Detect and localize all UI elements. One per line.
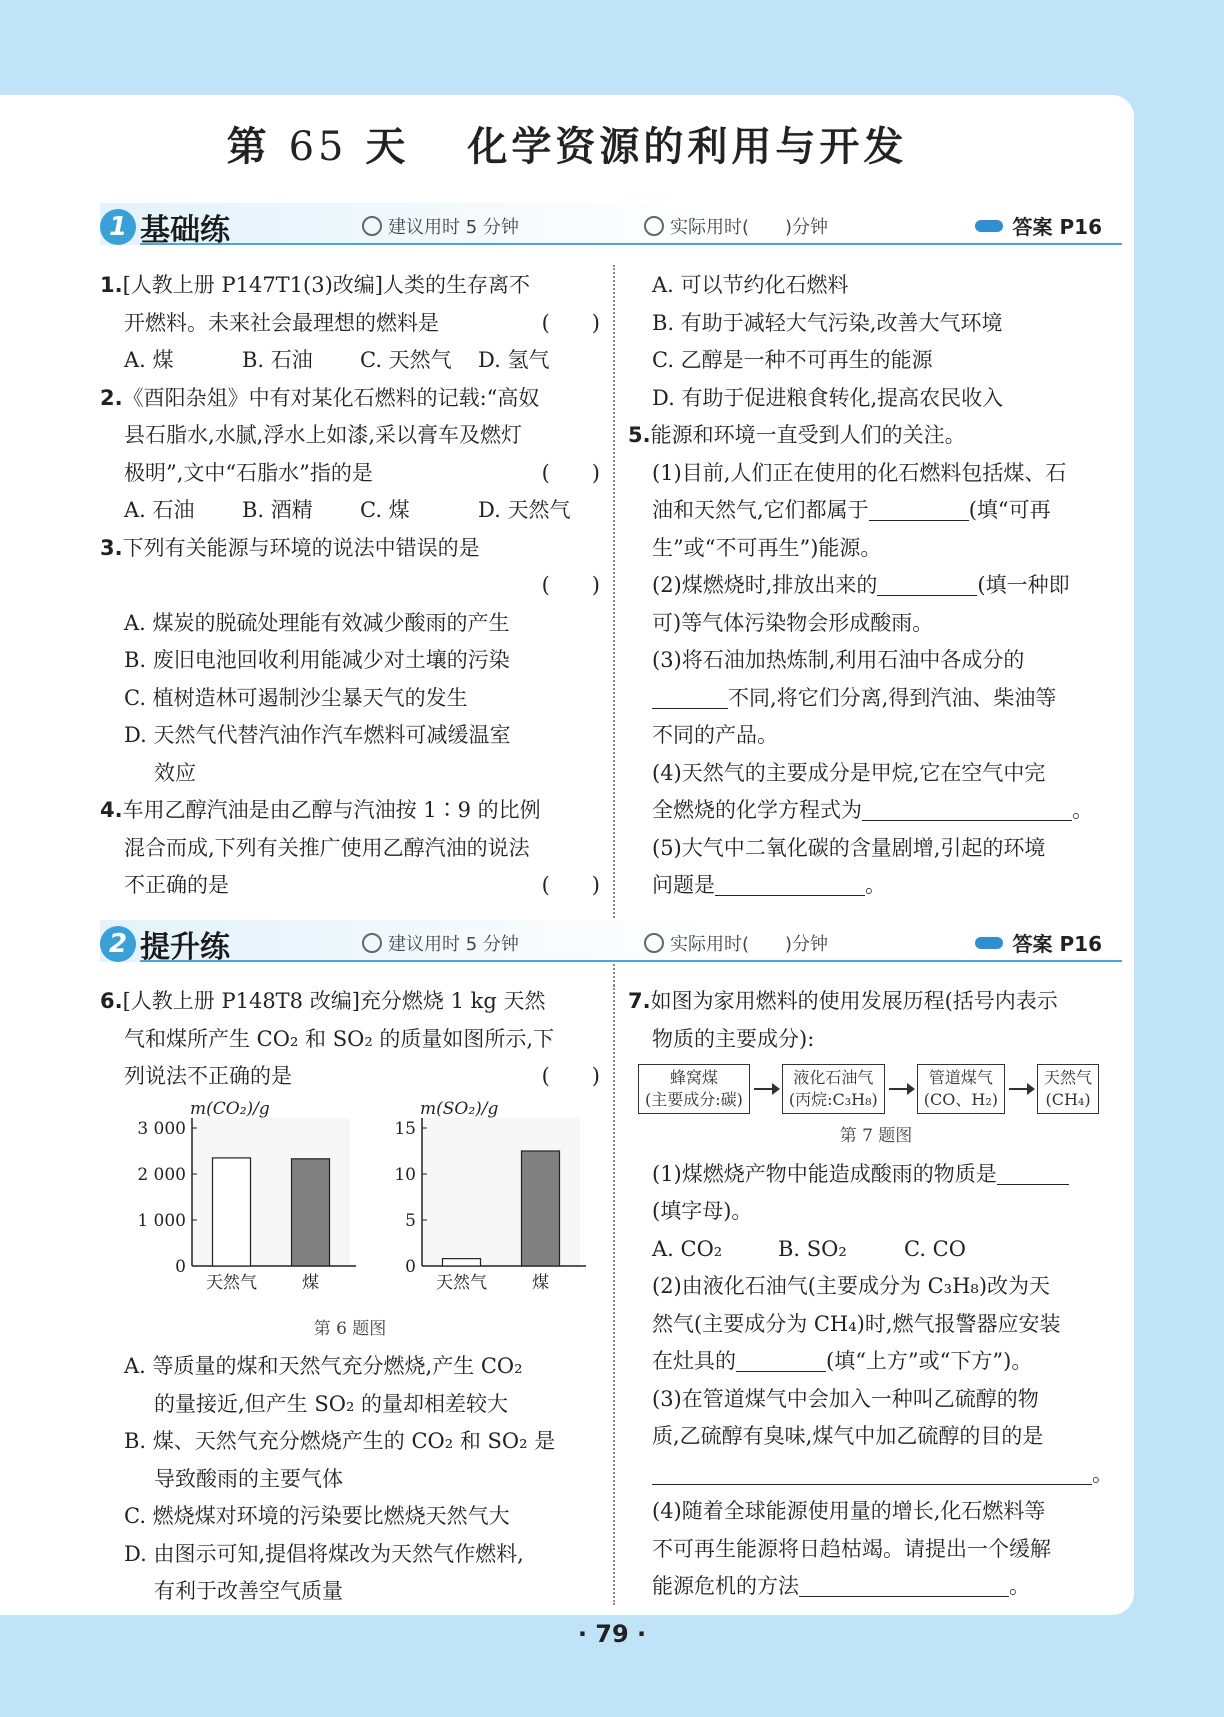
suggested-time-text: 建议用时 5 分钟 xyxy=(388,217,519,238)
y-tick-label: 0 xyxy=(175,1256,186,1277)
co2-bar-chart xyxy=(130,1096,360,1311)
text: (2)煤燃烧时,排放出来的 xyxy=(652,573,878,597)
answer-blank[interactable] xyxy=(799,1572,1009,1597)
left-column-basic xyxy=(100,267,600,905)
question-text-line xyxy=(100,417,600,455)
charts-area xyxy=(100,1096,600,1311)
question-number: 3. xyxy=(100,535,123,560)
answer-ref xyxy=(975,928,1102,957)
section-title-advance xyxy=(100,922,230,966)
bar-coal xyxy=(292,1158,330,1265)
question-3 xyxy=(100,530,600,568)
option-c: C. 乙醇是一种不可再生的能源 xyxy=(652,348,933,372)
subquestion-text: (1)目前,人们正在使用的化石燃料包括煤、石 xyxy=(652,460,1067,485)
arrow-right-icon xyxy=(1009,1088,1033,1090)
actual-time-text: 实际用时( )分钟 xyxy=(670,934,829,955)
subquestion-text xyxy=(628,792,1124,830)
question-text: 县石脂水,水腻,浮水上如漆,采以膏车及燃灯 xyxy=(124,423,523,447)
subquestion-text xyxy=(628,1568,1124,1606)
subquestion-text: (4)随着全球能源使用量的增长,化石燃料等 xyxy=(652,1499,1046,1523)
subquestion-text: 质,乙硫醇有臭味,煤气中加乙硫醇的目的是 xyxy=(652,1424,1044,1448)
question-4 xyxy=(100,792,600,830)
y-tick-label: 5 xyxy=(405,1210,416,1231)
bar-natural-gas xyxy=(213,1157,251,1265)
option-b-continued: 导致酸雨的主要气体 xyxy=(154,1466,343,1491)
actual-time xyxy=(644,930,828,956)
title-topic: 化学资源的利用与开发 xyxy=(467,124,908,170)
section-underline xyxy=(140,243,1122,245)
flow-box-title: 蜂窝煤 xyxy=(669,1068,718,1087)
question-text: 开燃料。未来社会最理想的燃料是 xyxy=(124,310,439,335)
text: 全燃烧的化学方程式为 xyxy=(652,798,862,822)
column-divider xyxy=(613,985,615,1605)
question-6 xyxy=(100,983,600,1021)
option-d: D. 氢气 xyxy=(478,348,550,372)
option-a-continued: 的量接近,但产生 SO₂ 的量却相差较大 xyxy=(154,1391,509,1416)
y-tick-label: 15 xyxy=(394,1118,416,1139)
flow-box-detail: (主要成分:碳) xyxy=(645,1090,743,1109)
answer-blank[interactable] xyxy=(715,871,865,896)
text: (填“可再 xyxy=(968,498,1051,522)
text: 油和天然气,它们都属于 xyxy=(652,498,869,522)
option-b: B. 酒精 xyxy=(242,498,313,522)
figure-caption: 第 7 题图 xyxy=(839,1126,913,1146)
question-text-line xyxy=(100,567,600,605)
y-tick-label: 1 000 xyxy=(137,1210,186,1231)
subquestion-text: (2)由液化石油气(主要成分为 C₃H₈)改为天 xyxy=(652,1274,1051,1298)
y-tick-label: 3 000 xyxy=(137,1118,186,1139)
text: 。 xyxy=(1009,1574,1030,1598)
question-text-line: 气和煤所产生 CO₂ 和 SO₂ 的质量如图所示,下 xyxy=(124,1026,555,1051)
answer-paren: ( ) xyxy=(541,310,600,335)
section-bar-basic xyxy=(100,203,1122,248)
question-text-line xyxy=(100,1058,600,1096)
clock-icon xyxy=(362,933,382,953)
answer-paren: ( ) xyxy=(541,460,600,485)
option-b: B. 煤、天然气充分燃烧产生的 CO₂ 和 SO₂ 是 xyxy=(124,1429,556,1453)
page-title xyxy=(0,115,1134,172)
text: 。 xyxy=(1072,798,1093,822)
flow-box-pipeline-gas xyxy=(917,1064,1005,1114)
subquestion-text xyxy=(628,1343,1124,1381)
subquestion-text xyxy=(628,867,1124,905)
y-axis-label: m(CO₂)/g xyxy=(190,1098,270,1119)
option-b: B. 石油 xyxy=(242,348,313,372)
text: 在灶具的 xyxy=(652,1349,736,1373)
question-number: 7. xyxy=(628,989,651,1013)
options-row xyxy=(100,342,600,380)
page-number: · 79 · xyxy=(577,1620,647,1648)
options-row xyxy=(628,1231,1124,1269)
so2-bar-chart xyxy=(380,1096,590,1311)
clock-icon xyxy=(644,216,664,236)
actual-time-text: 实际用时( )分钟 xyxy=(670,217,829,238)
text: 不同,将它们分离,得到汽油、柴油等 xyxy=(728,685,1057,710)
y-tick-label: 10 xyxy=(394,1164,416,1185)
pointing-hand-icon xyxy=(975,937,1003,949)
subquestion-text: 然气(主要成分为 CH₄)时,燃气报警器应安装 xyxy=(652,1311,1061,1336)
arrow-right-icon xyxy=(889,1088,913,1090)
y-tick-label: 0 xyxy=(405,1256,416,1277)
title-day-number: 65 xyxy=(288,124,348,170)
answer-blank[interactable] xyxy=(869,496,969,521)
question-text: 下列有关能源与环境的说法中错误的是 xyxy=(122,535,480,560)
question-text: [人教上册 P147T1(3)改编]人类的生存离不 xyxy=(122,273,530,297)
x-tick-label: 煤 xyxy=(532,1272,549,1293)
flow-box-detail: (丙烷:C₃H₈) xyxy=(788,1090,878,1109)
question-text: 列说法不正确的是 xyxy=(124,1064,292,1088)
left-column-advance xyxy=(100,983,600,1611)
option-d: D. 有助于促进粮食转化,提高农民收入 xyxy=(652,385,1004,410)
question-number: 5. xyxy=(628,423,651,447)
subquestion-text: 可)等气体污染物会形成酸雨。 xyxy=(652,610,934,635)
flow-box-detail: (CO、H₂) xyxy=(923,1090,999,1109)
question-text: 能源和环境一直受到人们的关注。 xyxy=(650,423,966,447)
suggested-time xyxy=(362,930,519,956)
subquestion-text: 生”或“不可再生”)能源。 xyxy=(652,535,882,560)
suggested-time-text: 建议用时 5 分钟 xyxy=(388,934,519,955)
y-tick-label: 2 000 xyxy=(137,1164,186,1185)
options-row xyxy=(100,492,600,530)
subquestion-text: 不同的产品。 xyxy=(652,723,778,747)
text: 。 xyxy=(865,873,886,897)
flow-box-detail: (CH₄) xyxy=(1045,1090,1091,1109)
answer-paren: ( ) xyxy=(541,873,600,897)
text: 问题是 xyxy=(652,873,715,897)
actual-time xyxy=(644,213,828,239)
question-text: 如图为家用燃料的使用发展历程(括号内表示 xyxy=(650,989,1058,1013)
answer-blank[interactable] xyxy=(997,1160,1069,1185)
question-text-line xyxy=(100,305,600,343)
bar-coal xyxy=(522,1151,560,1266)
option-b: B. SO₂ xyxy=(778,1236,847,1261)
question-5 xyxy=(628,417,1124,455)
answer-paren: ( ) xyxy=(541,1064,600,1088)
text: (1)煤燃烧产物中能造成酸雨的物质是 xyxy=(652,1161,997,1186)
column-divider xyxy=(613,265,615,990)
question-text: 车用乙醇汽油是由乙醇与汽油按 1∶9 的比例 xyxy=(122,798,541,822)
x-tick-label: 天然气 xyxy=(206,1272,257,1293)
flow-box-honeycomb-coal xyxy=(638,1064,750,1114)
page-card xyxy=(0,95,1134,1615)
section-name: 提升练 xyxy=(140,930,230,965)
option-d: D. 天然气 xyxy=(478,498,571,522)
question-text-line xyxy=(100,455,600,493)
option-d-continued: 效应 xyxy=(154,760,196,785)
question-text: 《酉阳杂俎》中有对某化石燃料的记载:“高奴 xyxy=(122,385,540,410)
arrow-right-icon xyxy=(754,1088,778,1090)
flow-box-title: 管道煤气 xyxy=(928,1068,993,1087)
question-text-line xyxy=(100,867,600,905)
subquestion-text: (填字母)。 xyxy=(652,1199,753,1223)
option-d-continued: 有利于改善空气质量 xyxy=(154,1579,343,1603)
option-b: B. 有助于减轻大气污染,改善大气环境 xyxy=(652,310,1003,335)
flow-box-title: 天然气 xyxy=(1044,1068,1093,1087)
subquestion-text: 不可再生能源将日趋枯竭。请提出一个缓解 xyxy=(652,1536,1051,1561)
subquestion-text xyxy=(628,1456,1124,1494)
question-number: 4. xyxy=(100,798,123,822)
question-text: [人教上册 P148T8 改编]充分燃烧 1 kg 天然 xyxy=(122,989,546,1013)
question-1 xyxy=(100,267,600,305)
option-a: A. 可以节约化石燃料 xyxy=(652,273,849,297)
x-tick-label: 天然气 xyxy=(436,1272,487,1293)
flow-box-natural-gas xyxy=(1037,1064,1099,1114)
answer-blank[interactable] xyxy=(652,1460,1092,1485)
subquestion-text: (3)将石油加热炼制,利用石油中各成分的 xyxy=(652,648,1025,672)
option-a: A. 煤炭的脱硫处理能有效减少酸雨的产生 xyxy=(124,610,510,635)
right-column-basic xyxy=(628,267,1124,905)
option-d: D. 天然气代替汽油作汽车燃料可减缓温室 xyxy=(124,723,511,747)
figure-caption: 第 6 题图 xyxy=(313,1318,387,1339)
flow-box-title: 液化石油气 xyxy=(793,1068,874,1087)
text: (填一种即 xyxy=(977,573,1070,597)
question-number: 2. xyxy=(100,385,123,410)
fuel-history-flowchart xyxy=(638,1064,1124,1114)
subquestion-text: (4)天然气的主要成分是甲烷,它在空气中完 xyxy=(652,760,1046,785)
question-number: 1. xyxy=(100,273,123,297)
option-c: C. 煤 xyxy=(360,498,410,522)
option-a: A. 石油 xyxy=(124,498,195,522)
option-a: A. 煤 xyxy=(124,348,174,372)
bar-natural-gas xyxy=(443,1258,481,1265)
title-prefix: 第 xyxy=(226,124,271,170)
subquestion-text xyxy=(628,680,1124,718)
clock-icon xyxy=(362,216,382,236)
pointing-hand-icon xyxy=(975,220,1003,232)
answer-ref-text: 答案 P16 xyxy=(1012,215,1102,239)
question-text-line: 混合而成,下列有关推广使用乙醇汽油的说法 xyxy=(124,835,530,860)
option-d: D. 由图示可知,提倡将煤改为天然气作燃料, xyxy=(124,1541,524,1566)
answer-blank[interactable] xyxy=(877,571,977,596)
section-bar-advance xyxy=(100,920,1122,965)
clock-icon xyxy=(644,933,664,953)
text: 能源危机的方法 xyxy=(652,1574,799,1598)
section-number-badge: 2 xyxy=(100,926,136,962)
option-c: C. 天然气 xyxy=(360,348,452,372)
subquestion-text xyxy=(628,492,1124,530)
subquestion-text xyxy=(628,1156,1124,1194)
option-a: A. 等质量的煤和天然气充分燃烧,产生 CO₂ xyxy=(124,1354,523,1378)
option-c: C. 燃烧煤对环境的污染要比燃烧天然气大 xyxy=(124,1504,510,1528)
answer-blank[interactable] xyxy=(862,796,1072,821)
suggested-time xyxy=(362,213,519,239)
answer-ref-text: 答案 P16 xyxy=(1012,932,1102,956)
answer-blank[interactable] xyxy=(652,684,728,709)
flow-box-lpg xyxy=(782,1064,885,1114)
question-text: 极明”,文中“石脂水”指的是 xyxy=(124,460,373,485)
question-7 xyxy=(628,983,1124,1021)
question-2 xyxy=(100,380,600,418)
question-text: 不正确的是 xyxy=(124,873,229,897)
y-axis-label: m(SO₂)/g xyxy=(420,1098,499,1119)
option-a: A. CO₂ xyxy=(652,1236,723,1261)
title-day-word: 天 xyxy=(365,124,410,170)
option-c: C. CO xyxy=(904,1236,966,1261)
option-c: C. 植树造林可遏制沙尘暴天气的发生 xyxy=(124,685,468,710)
subquestion-text xyxy=(628,567,1124,605)
section-name: 基础练 xyxy=(140,213,230,248)
section-title-basic xyxy=(100,205,230,249)
subquestion-text: (5)大气中二氧化碳的含量剧增,引起的环境 xyxy=(652,835,1046,860)
question-number: 6. xyxy=(100,989,123,1013)
right-column-advance xyxy=(628,983,1124,1606)
subquestion-text: (3)在管道煤气中会加入一种叫乙硫醇的物 xyxy=(652,1386,1039,1411)
section-underline xyxy=(140,960,1122,962)
text: 。 xyxy=(1092,1461,1113,1486)
text: (填“上方”或“下方”)。 xyxy=(826,1349,1033,1373)
x-tick-label: 煤 xyxy=(302,1272,319,1293)
option-b: B. 废旧电池回收利用能减少对土壤的污染 xyxy=(124,648,510,672)
answer-blank[interactable] xyxy=(736,1347,826,1372)
section-number-badge: 1 xyxy=(100,209,136,245)
answer-paren: ( ) xyxy=(541,573,600,597)
question-text-line: 物质的主要成分): xyxy=(652,1026,815,1051)
answer-ref xyxy=(975,211,1102,240)
